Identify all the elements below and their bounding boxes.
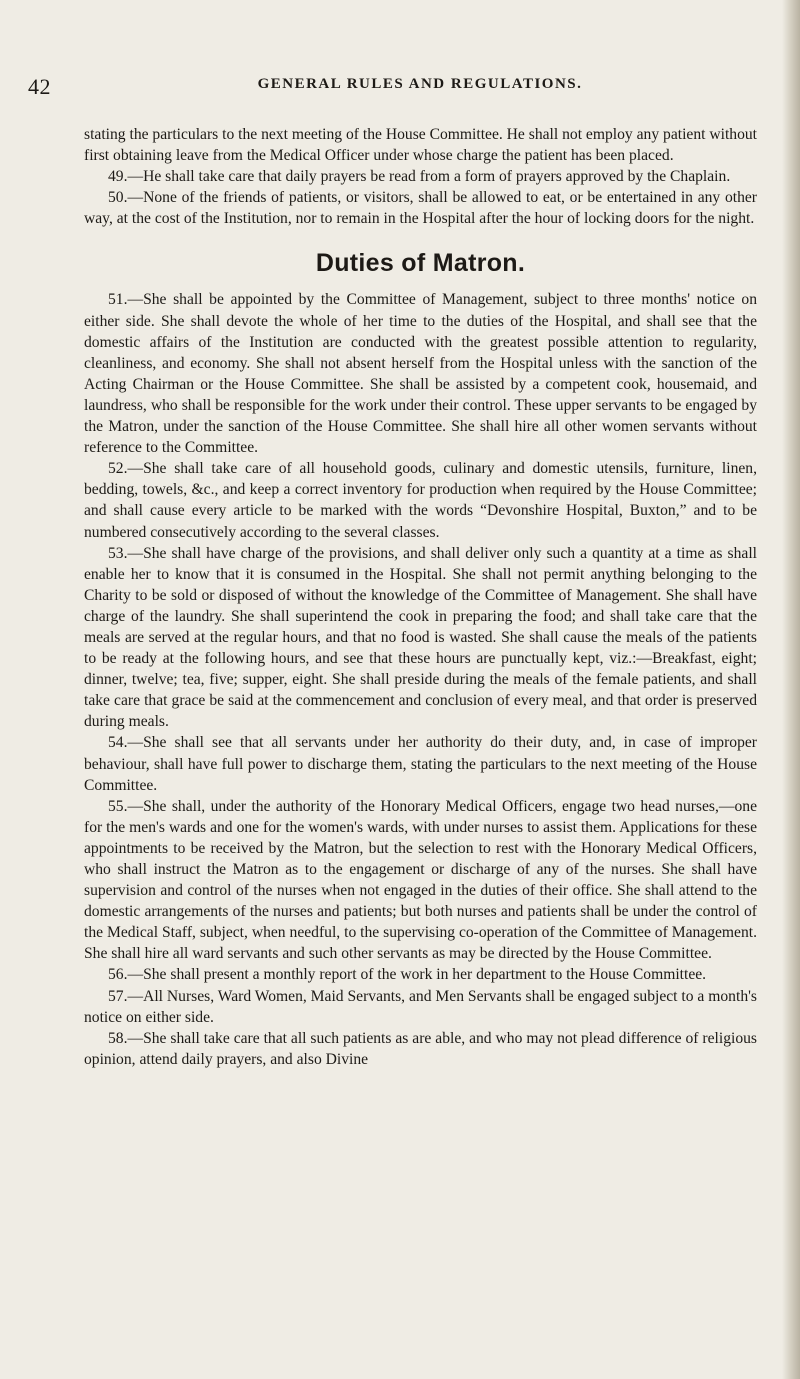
page-body xyxy=(84,124,757,1070)
page-number: 42 xyxy=(28,74,51,99)
section-heading: Duties of Matron. xyxy=(315,249,526,278)
rule-52: 52.—She shall take care of all household goods, culinary and domestic utensils, furniture, linen, bedding, towels, &c., and keep a correct inventory for production when required by the House Committee; and shall cause every article to be marked with the words “Devonshire Hospital, Buxton,” and to be numbered consecutively according to the several classes. xyxy=(84,460,757,541)
paragraph-continued: stating the particulars to the next meeting of the House Committee. He shall not employ any patient without first obtaining leave from the Medical Officer under whose charge the patient has been placed. xyxy=(84,126,757,165)
rule-58: 58.—She shall take care that all such patients as are able, and who may not plead difference of religious opinion, attend daily prayers, and also Divine xyxy=(84,1029,757,1068)
rule-55: 55.—She shall, under the authority of the Honorary Medical Officers, engage two head nurses,—one for the men's wards and one for the women's wards, with under nurses to assist them. Applications for these appointments to be received by the Matron, but the selection to rest with the Honorary Medical Officers, who shall instruct the Matron as to the engagement or discharge of any of the nurses. She shall have supervision and control of the nurses when not engaged in the duties of their office. She shall attend to the domestic arrangements of the nurses and patients; but both nurses and patients shall be under the control of the Medical Staff, subject, when needful, to the supervising co-operation of the Committee of Management. She shall hire all ward servants and such other servants as may be directed by the House Committee. xyxy=(84,797,757,963)
rule-56: 56.—She shall present a monthly report of the work in her department to the House Committee. xyxy=(108,966,707,984)
rule-51: 51.—She shall be appointed by the Committee of Management, subject to three months' notice on either side. She shall devote the whole of her time to the duties of the Hospital, and shall see that the domestic affairs of the Institution are conducted with the greatest possible attention to regularity, cleanliness, and economy. She shall not absent herself from the Hospital unless with the sanction of the Acting Chairman or the House Committee. She shall be assisted by a competent cook, housemaid, and laundress, who shall be responsible for the work under their control. These upper servants to be engaged by the Matron, under the sanction of the House Committee. She shall hire all other women servants without reference to the Committee. xyxy=(84,291,757,457)
rule-49: 49.—He shall take care that daily prayers be read from a form of prayers approved by the Chaplain. xyxy=(108,168,731,186)
rule-53: 53.—She shall have charge of the provisions, and shall deliver only such a quantity at a time as shall enable her to know that it is consumed in the Hospital. She shall not permit anything belonging to the Charity to be sold or disposed of without the knowledge of the Committee of Management. She shall have charge of the laundry. She shall superintend the cook in preparing the food; and shall take care that the meals are served at the regular hours, and that no food is wasted. She shall cause the meals of the patients to be ready at the following hours, and see that these hours are punctually kept, viz.:—Breakfast, eight; dinner, twelve; tea, five; supper, eight. She shall preside during the meals of the female patients, and shall take care that grace be said at the commencement and conclusion of every meal, and that order is preserved during meals. xyxy=(84,544,757,731)
rule-57: 57.—All Nurses, Ward Women, Maid Servants, and Men Servants shall be engaged subject to a month's notice on either side. xyxy=(84,987,757,1026)
running-head: GENERAL RULES AND REGULATIONS. xyxy=(257,76,583,92)
rule-50: 50.—None of the friends of patients, or visitors, shall be allowed to eat, or be entertained in any other way, at the cost of the Institution, nor to remain in the Hospital after the hour of locking doors for the night. xyxy=(84,189,757,228)
page-edge xyxy=(782,0,800,1379)
rule-54: 54.—She shall see that all servants under her authority do their duty, and, in case of improper behaviour, shall have full power to discharge them, stating the particulars to the next meeting of the House Committee. xyxy=(84,734,757,794)
